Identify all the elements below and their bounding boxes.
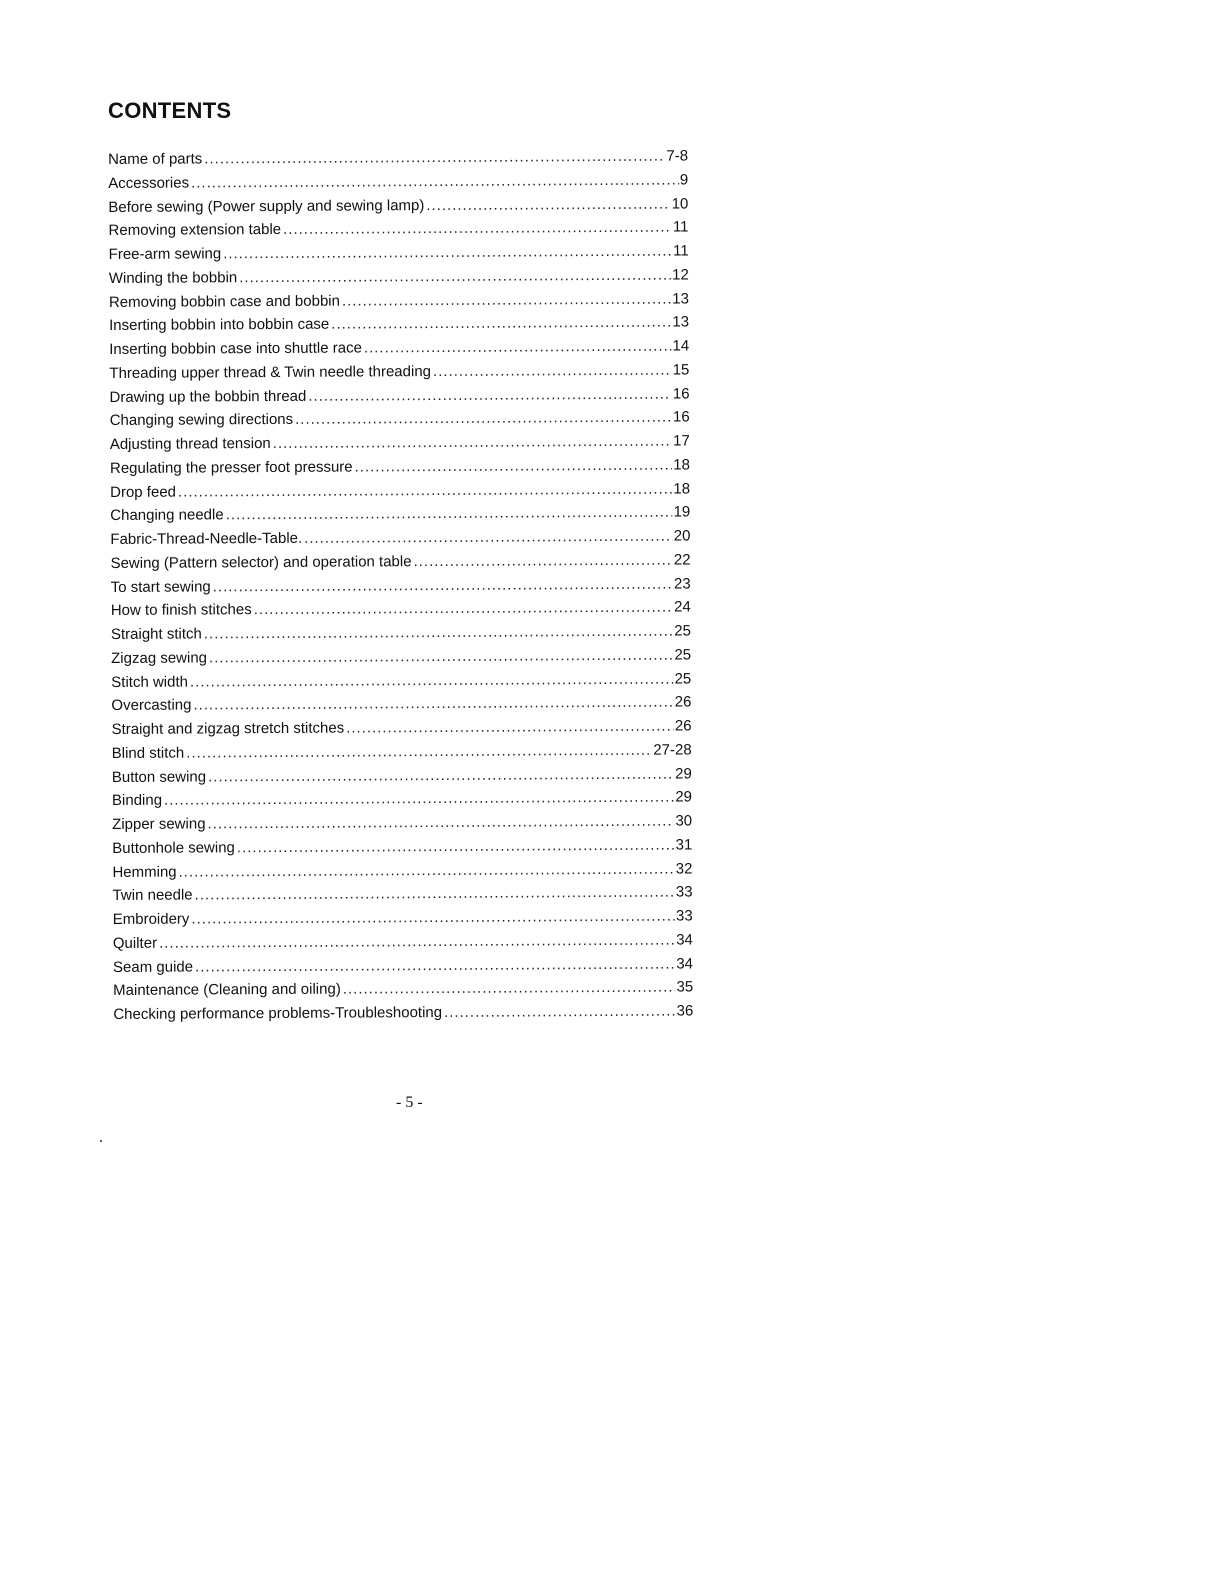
toc-dot-leader <box>178 477 673 504</box>
toc-entry-label: Maintenance (Cleaning and oiling) <box>113 980 341 1000</box>
toc-entry-label: Winding the bobbin <box>108 268 238 287</box>
toc-dot-leader <box>331 311 671 337</box>
toc-entry-label: Buttonhole sewing <box>112 838 235 857</box>
toc-entry-label: Sewing (Pattern selector) and operation table <box>110 552 412 572</box>
toc-entry-label: Removing bobbin case and bobbin <box>108 292 340 311</box>
toc-dot-leader <box>186 738 652 765</box>
toc-entry <box>112 738 692 765</box>
toc-entry-page: 26 <box>674 717 692 735</box>
toc-dot-leader <box>283 216 672 242</box>
toc-entry <box>108 168 688 195</box>
toc-dot-leader <box>304 525 673 551</box>
toc-entry-label: Free-arm sewing <box>108 245 222 263</box>
toc-dot-leader <box>426 192 670 217</box>
toc-entry-page: 33 <box>675 883 693 901</box>
toc-entry-label: Straight and zigzag stretch stitches <box>111 719 345 738</box>
toc-entry-label: How to finish stitches <box>110 601 252 620</box>
toc-entry <box>112 809 692 836</box>
toc-entry <box>109 239 689 266</box>
toc-entry-page: 25 <box>674 669 692 688</box>
toc-entry <box>108 192 688 219</box>
toc-entry <box>110 501 690 528</box>
toc-dot-leader <box>208 762 674 789</box>
toc-entry-label: Threading upper thread & Twin needle threading <box>109 362 432 382</box>
toc-entry-page: 27-28 <box>653 741 692 759</box>
toc-dot-leader <box>207 810 674 837</box>
toc-entry-label: Before sewing (Power supply and sewing lamp) <box>108 196 425 216</box>
toc-entry-page: 16 <box>672 408 690 426</box>
toc-entry-page: 32 <box>675 859 693 878</box>
toc-entry <box>111 572 691 599</box>
toc-entry-page: 20 <box>673 527 691 545</box>
toc-dot-leader <box>204 145 665 172</box>
toc-entry <box>111 667 691 694</box>
toc-entry-page: 17 <box>673 432 690 450</box>
toc-entry-page: 25 <box>674 646 692 664</box>
toc-dot-leader <box>195 881 675 908</box>
toc-entry <box>110 524 690 551</box>
toc-dot-leader <box>179 857 675 884</box>
toc-entry <box>110 406 690 433</box>
toc-dot-leader <box>444 1000 676 1025</box>
toc-entry-label: Quilter <box>112 934 158 952</box>
toc-entry-page: 9 <box>679 171 689 189</box>
toc-entry-label: Drawing up the bobbin thread <box>109 387 307 406</box>
toc-entry-page: 16 <box>672 384 690 403</box>
toc-dot-leader <box>346 715 674 741</box>
toc-entry-page: 15 <box>672 361 690 379</box>
toc-dot-leader <box>295 406 672 432</box>
toc-entry-label: Seam guide <box>112 957 194 976</box>
toc-entry-page: 14 <box>672 337 690 355</box>
toc-dot-leader <box>209 643 674 670</box>
contents-heading: CONTENTS <box>108 98 232 123</box>
toc-entry-label: Button sewing <box>111 767 207 786</box>
toc-entry-label: Inserting bobbin case into shuttle race <box>109 339 362 358</box>
table-of-contents <box>108 144 693 1026</box>
toc-dot-leader <box>237 833 675 859</box>
toc-entry-page: 11 <box>672 218 689 236</box>
toc-entry <box>111 714 691 741</box>
toc-dot-leader <box>433 358 672 383</box>
toc-entry-label: Blind stitch <box>111 744 185 762</box>
toc-entry-label: Stitch width <box>111 673 189 691</box>
toc-entry-page: 7-8 <box>666 147 689 165</box>
toc-entry <box>110 548 690 575</box>
toc-entry <box>110 429 690 456</box>
toc-entry <box>112 833 692 860</box>
toc-entry-page: 18 <box>673 479 691 498</box>
toc-entry <box>109 311 689 338</box>
toc-dot-leader <box>364 335 672 361</box>
toc-dot-leader <box>223 240 672 266</box>
toc-dot-leader <box>213 572 673 599</box>
toc-entry-page: 25 <box>674 622 692 640</box>
toc-entry <box>112 881 692 908</box>
toc-entry-label: Checking performance problems-Troubleshooting <box>113 1003 443 1023</box>
toc-entry <box>110 477 690 504</box>
toc-dot-leader <box>159 928 675 955</box>
toc-entry-label: Removing extension table <box>108 221 282 240</box>
toc-entry-page: 26 <box>674 693 692 711</box>
toc-entry <box>109 334 689 361</box>
toc-entry <box>111 619 691 646</box>
toc-entry-label: Embroidery <box>112 910 190 928</box>
toc-entry-page: 29 <box>675 764 692 783</box>
scan-speck <box>100 1140 102 1142</box>
toc-entry-label: Drop feed <box>110 483 177 501</box>
toc-entry-label: Zigzag sewing <box>111 649 208 667</box>
toc-dot-leader <box>191 168 679 195</box>
toc-entry-label: Inserting bobbin into bobbin case <box>109 315 330 335</box>
toc-entry-page: 36 <box>676 1002 694 1020</box>
toc-entry-label: Straight stitch <box>110 625 202 643</box>
toc-entry-label: Overcasting <box>111 696 192 715</box>
toc-entry-page: 33 <box>675 907 693 925</box>
toc-dot-leader <box>193 691 673 718</box>
toc-entry-page: 31 <box>675 836 693 854</box>
toc-entry <box>112 786 692 813</box>
toc-entry-label: Fabric-Thread-Needle-Table. <box>110 529 303 548</box>
toc-entry <box>109 382 689 409</box>
toc-dot-leader <box>413 548 672 573</box>
toc-entry-label: Changing needle <box>110 506 224 525</box>
toc-entry <box>113 904 693 931</box>
toc-entry-page: 30 <box>675 812 693 830</box>
toc-entry-page: 23 <box>673 574 691 593</box>
toc-dot-leader <box>273 430 672 456</box>
toc-dot-leader <box>308 382 672 408</box>
toc-entry-label: Zipper sewing <box>112 815 206 833</box>
toc-entry-page: 34 <box>676 954 694 973</box>
toc-entry-page: 24 <box>674 598 691 616</box>
toc-entry-label: Name of parts <box>108 150 203 168</box>
toc-entry-label: To start sewing <box>110 577 211 596</box>
toc-entry-page: 35 <box>676 978 694 996</box>
toc-entry-label: Adjusting thread tension <box>109 435 271 453</box>
toc-dot-leader <box>355 453 673 479</box>
toc-entry <box>110 453 690 480</box>
toc-entry-page: 18 <box>673 456 690 474</box>
toc-entry-label: Regulating the presser foot pressure <box>109 458 353 477</box>
toc-dot-leader <box>342 287 671 313</box>
toc-dot-leader <box>239 263 671 289</box>
toc-dot-leader <box>254 596 674 622</box>
toc-entry-label: Accessories <box>108 174 190 192</box>
toc-entry-label: Twin needle <box>112 886 193 905</box>
toc-dot-leader <box>191 905 675 932</box>
toc-entry-page: 13 <box>672 313 690 331</box>
toc-dot-leader <box>164 786 674 813</box>
toc-entry-page: 22 <box>673 551 691 569</box>
toc-entry-page: 34 <box>676 931 693 949</box>
toc-entry-page: 13 <box>672 289 689 308</box>
toc-dot-leader <box>226 501 673 527</box>
toc-dot-leader <box>190 667 674 694</box>
toc-entry-label: Hemming <box>112 863 177 881</box>
toc-entry <box>111 643 691 670</box>
toc-entry <box>111 691 691 718</box>
toc-entry <box>113 999 693 1026</box>
toc-entry <box>111 596 691 623</box>
toc-entry <box>113 976 693 1003</box>
toc-entry <box>112 857 692 884</box>
toc-dot-leader <box>195 952 675 979</box>
toc-entry-label: Changing sewing directions <box>109 411 294 430</box>
toc-entry-page: 11 <box>673 242 689 260</box>
toc-entry <box>109 358 689 385</box>
toc-entry-page: 19 <box>673 503 691 521</box>
toc-dot-leader <box>204 620 674 647</box>
toc-entry <box>108 216 688 243</box>
toc-entry <box>113 952 693 979</box>
toc-entry-page: 12 <box>672 266 689 284</box>
page-number: - 5 - <box>396 1094 423 1111</box>
toc-entry <box>113 928 693 955</box>
toc-entry <box>109 263 689 290</box>
toc-entry <box>109 287 689 314</box>
toc-entry-page: 10 <box>671 194 689 213</box>
toc-entry <box>108 144 688 171</box>
toc-entry-page: 29 <box>675 788 693 806</box>
toc-dot-leader <box>343 976 676 1002</box>
toc-entry <box>112 762 692 789</box>
toc-entry-label: Binding <box>111 791 163 810</box>
